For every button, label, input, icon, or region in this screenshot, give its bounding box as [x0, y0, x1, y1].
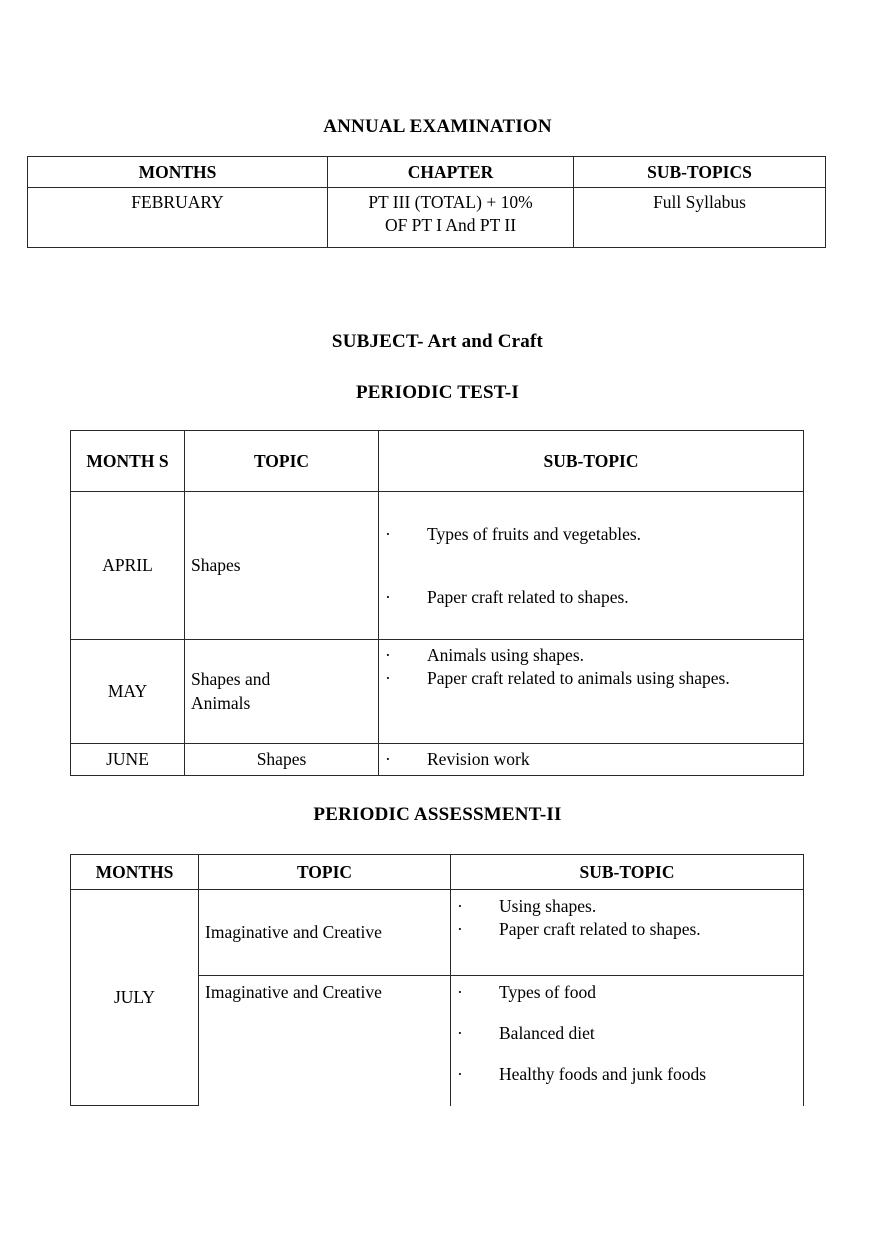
- list-item-text: Healthy foods and junk foods: [499, 1063, 707, 1084]
- table-row: [71, 492, 804, 640]
- cell-month: MAY: [71, 640, 185, 744]
- chapter-line-2: OF PT I And PT II: [384, 214, 517, 235]
- list-item-text: Paper craft related to shapes.: [427, 586, 629, 607]
- chapter-line-1: PT III (TOTAL) + 10%: [368, 192, 533, 212]
- bullet-marker-icon: ·: [385, 645, 391, 665]
- cell-chapter: [328, 188, 574, 248]
- list-item: [385, 667, 797, 690]
- cell-month: JULY: [71, 890, 199, 1106]
- periodic-assessment-2-table: [70, 854, 804, 1106]
- cell-topic: Shapes: [185, 492, 379, 640]
- column-header-months: MONTHS: [71, 855, 199, 890]
- column-header-sub-topic: SUB-TOPIC: [379, 431, 804, 492]
- annual-examination-table: [27, 156, 826, 248]
- list-item: [457, 981, 797, 1004]
- cell-sub-topics: Full Syllabus: [574, 188, 826, 248]
- column-header-months: MONTH S: [71, 431, 185, 492]
- bullet-marker-icon: ·: [385, 586, 391, 607]
- heading-annual-examination: ANNUAL EXAMINATION: [323, 116, 552, 137]
- bullet-marker-icon: ·: [457, 1022, 463, 1043]
- list-item-text: Balanced diet: [499, 1022, 595, 1043]
- periodic-test-1-table: [70, 430, 804, 776]
- cell-sub-topic: [451, 976, 804, 1106]
- cell-sub-topic: [379, 744, 804, 776]
- cell-topic: Imaginative and Creative: [199, 890, 451, 976]
- cell-topic: Imaginative and Creative: [199, 976, 451, 1106]
- list-item-text: Revision work: [427, 749, 530, 770]
- table-header-row: [71, 855, 804, 890]
- list-item: [457, 1022, 797, 1045]
- heading-periodic-assessment-2: PERIODIC ASSESSMENT-II: [313, 804, 562, 825]
- bullet-marker-icon: ·: [385, 667, 391, 688]
- list-item: [457, 1063, 797, 1086]
- column-header-months: MONTHS: [28, 157, 328, 188]
- list-item: [385, 586, 797, 609]
- list-item-text: Types of fruits and vegetables.: [427, 523, 642, 544]
- bullet-marker-icon: ·: [385, 523, 391, 544]
- cell-month: FEBRUARY: [28, 188, 328, 248]
- column-header-sub-topic: SUB-TOPIC: [451, 855, 804, 890]
- table-row: [71, 744, 804, 776]
- cell-sub-topic: [451, 890, 804, 976]
- bullet-marker-icon: ·: [457, 1063, 463, 1084]
- list-item-text: Using shapes.: [499, 896, 597, 916]
- table-row: [71, 640, 804, 744]
- column-header-chapter: CHAPTER: [328, 157, 574, 188]
- list-item: [457, 895, 797, 918]
- column-header-topic: TOPIC: [199, 855, 451, 890]
- cell-sub-topic: [379, 492, 804, 640]
- heading-periodic-test-1: PERIODIC TEST-I: [356, 382, 519, 403]
- list-item: [385, 748, 797, 771]
- topic-line-2: Animals: [191, 692, 251, 713]
- bullet-marker-icon: ·: [385, 749, 391, 770]
- list-item-text: Animals using shapes.: [427, 645, 585, 665]
- list-item-text: Paper craft related to animals using shapes.: [427, 667, 730, 688]
- list-item-text: Types of food: [499, 982, 596, 1002]
- list-item: [385, 523, 797, 546]
- table-row: [71, 890, 804, 976]
- bullet-list: [385, 644, 797, 690]
- table-header-row: [28, 157, 826, 188]
- bullet-list: [385, 748, 797, 771]
- cell-month: JUNE: [71, 744, 185, 776]
- bullet-list: [457, 981, 797, 1085]
- column-header-sub-topics: SUB-TOPICS: [574, 157, 826, 188]
- list-item: [385, 644, 797, 667]
- column-header-topic: TOPIC: [185, 431, 379, 492]
- bullet-marker-icon: ·: [457, 896, 463, 916]
- cell-topic: Shapes: [185, 744, 379, 776]
- cell-sub-topic: [379, 640, 804, 744]
- heading-subject: SUBJECT- Art and Craft: [331, 331, 544, 352]
- bullet-marker-icon: ·: [457, 982, 463, 1002]
- table-row: [28, 188, 826, 248]
- bullet-marker-icon: ·: [457, 918, 463, 939]
- list-item-text: Paper craft related to shapes.: [499, 918, 701, 939]
- table-header-row: [71, 431, 804, 492]
- cell-month: APRIL: [71, 492, 185, 640]
- list-item: [457, 918, 797, 941]
- topic-line-1: Shapes and: [191, 669, 271, 690]
- bullet-list: [457, 895, 797, 941]
- cell-topic: [185, 640, 379, 744]
- bullet-list: [385, 523, 797, 609]
